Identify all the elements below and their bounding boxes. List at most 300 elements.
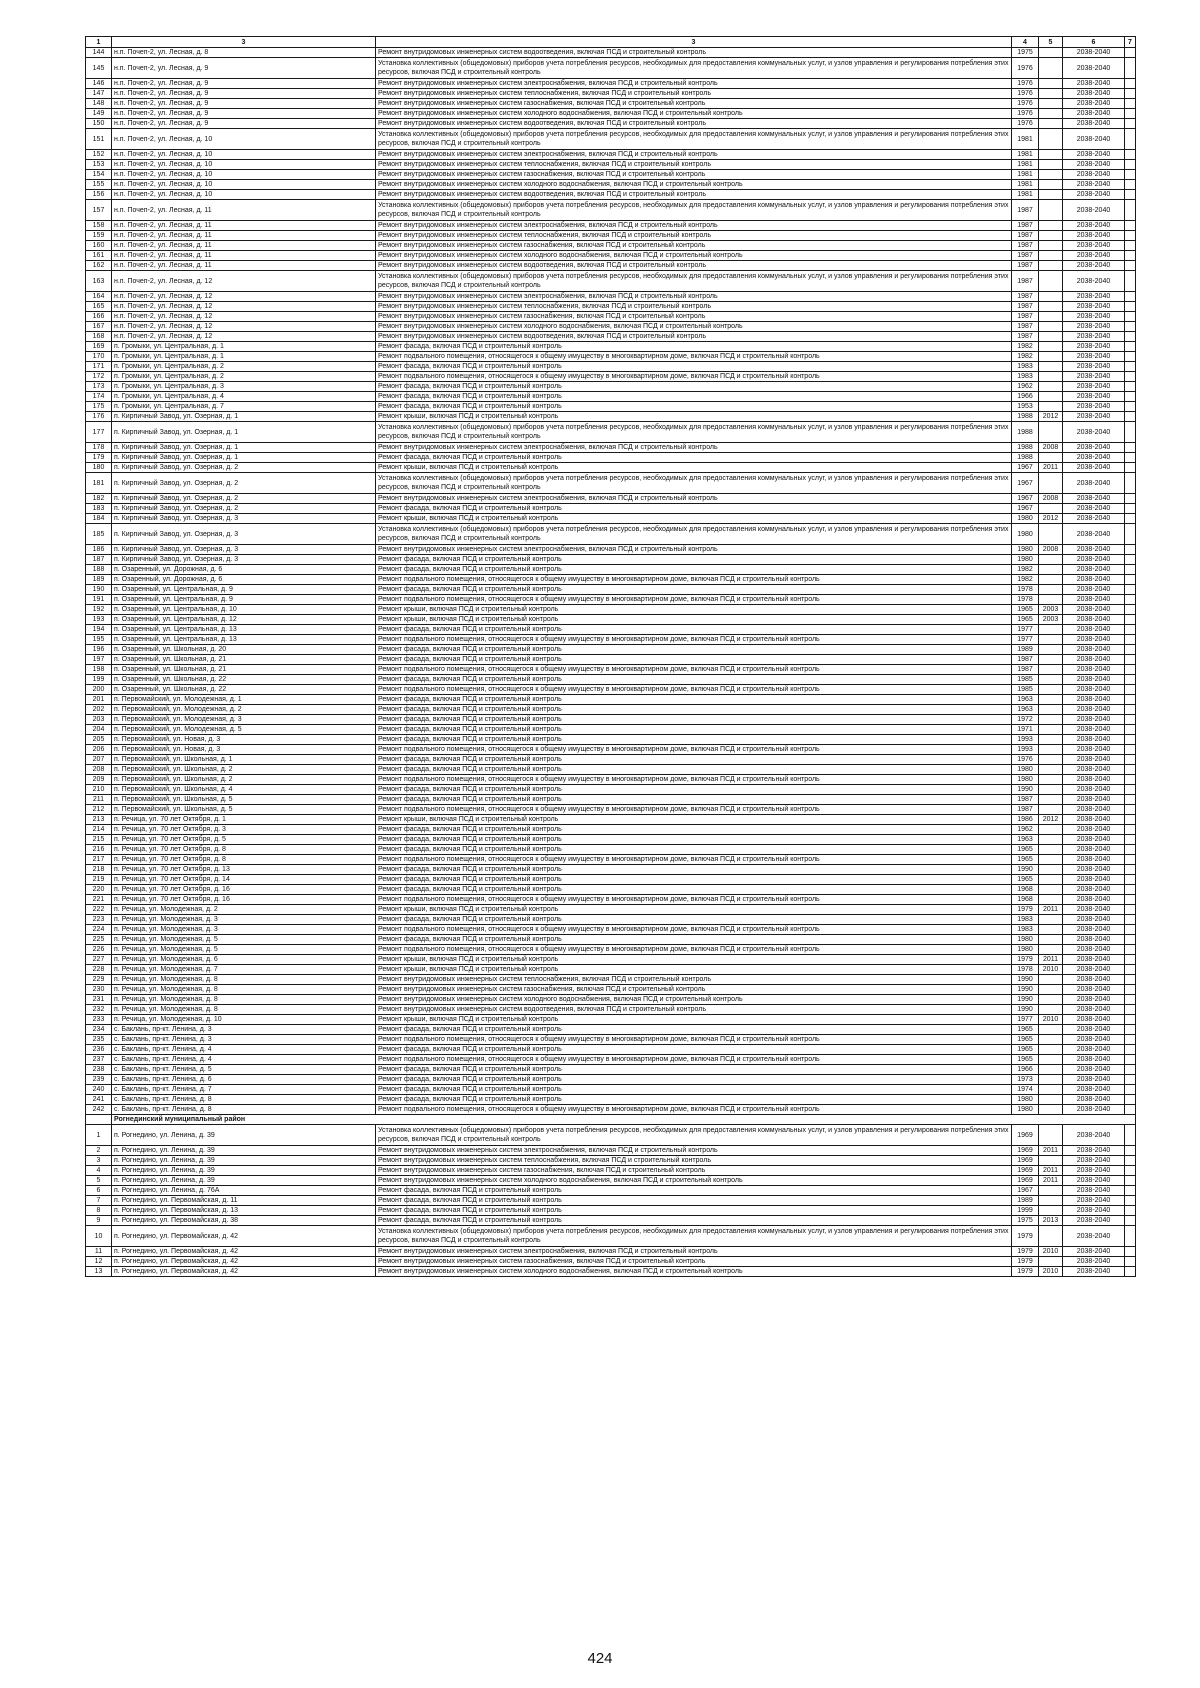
planned-period-cell: 2038-2040 (1063, 1015, 1125, 1025)
column-7-cell (1125, 271, 1136, 292)
last-repair-year-cell (1039, 1035, 1063, 1045)
table-row (86, 180, 1136, 190)
address-cell: п. Кирпичный Завод, ул. Озерная, д. 2 (112, 504, 376, 514)
district-heading-row (86, 1115, 1136, 1125)
commissioning-year-cell: 1969 (1012, 1146, 1039, 1156)
last-repair-year-cell (1039, 635, 1063, 645)
column-7-cell (1125, 261, 1136, 271)
table-row (86, 261, 1136, 271)
column-7-cell (1125, 1055, 1136, 1065)
work-type-cell: Ремонт подвального помещения, относящегося к общему имуществу в многоквартирном доме, включая ПСД и строительный контроль (376, 372, 1012, 382)
column-7-cell (1125, 1075, 1136, 1085)
row-number-cell: 233 (86, 1015, 112, 1025)
row-number-cell: 168 (86, 332, 112, 342)
planned-period-cell: 2038-2040 (1063, 504, 1125, 514)
work-type-cell: Ремонт внутридомовых инженерных систем водоотведения, включая ПСД и строительный контроль (376, 261, 1012, 271)
last-repair-year-cell (1039, 835, 1063, 845)
column-7-cell (1125, 795, 1136, 805)
work-type-cell: Ремонт фасада, включая ПСД и строительный контроль (376, 845, 1012, 855)
address-cell: п. Озаренный, ул. Школьная, д. 21 (112, 655, 376, 665)
table-row (86, 615, 1136, 625)
table-row (86, 1005, 1136, 1015)
commissioning-year-cell: 1976 (1012, 109, 1039, 119)
row-number-cell: 184 (86, 514, 112, 524)
column-7-cell (1125, 119, 1136, 129)
column-7-cell (1125, 985, 1136, 995)
last-repair-year-cell (1039, 555, 1063, 565)
table-row (86, 160, 1136, 170)
planned-period-cell: 2038-2040 (1063, 1105, 1125, 1115)
work-type-cell: Ремонт внутридомовых инженерных систем газоснабжения, включая ПСД и строительный контроль (376, 1166, 1012, 1176)
address-cell: п. Рогнедино, ул. Первомайская, д. 42 (112, 1226, 376, 1247)
last-repair-year-cell: 2010 (1039, 965, 1063, 975)
column-header-cell: 5 (1039, 37, 1063, 48)
row-number-cell: 220 (86, 885, 112, 895)
column-7-cell (1125, 735, 1136, 745)
last-repair-year-cell (1039, 524, 1063, 545)
last-repair-year-cell (1039, 565, 1063, 575)
address-cell: п. Первомайский, ул. Школьная, д. 4 (112, 785, 376, 795)
table-row (86, 835, 1136, 845)
address-cell: н.п. Почеп-2, ул. Лесная, д. 12 (112, 292, 376, 302)
planned-period-cell: 2038-2040 (1063, 1025, 1125, 1035)
table-row (86, 292, 1136, 302)
work-type-cell: Ремонт фасада, включая ПСД и строительный контроль (376, 1196, 1012, 1206)
address-cell: с. Баклань, пр-кт. Ленина, д. 6 (112, 1075, 376, 1085)
column-7-cell (1125, 975, 1136, 985)
address-cell: п. Первомайский, ул. Школьная, д. 1 (112, 755, 376, 765)
last-repair-year-cell: 2003 (1039, 615, 1063, 625)
work-type-cell: Ремонт фасада, включая ПСД и строительный контроль (376, 1186, 1012, 1196)
commissioning-year-cell: 1978 (1012, 595, 1039, 605)
work-type-cell: Ремонт фасада, включая ПСД и строительный контроль (376, 1095, 1012, 1105)
address-cell: с. Баклань, пр-кт. Ленина, д. 8 (112, 1105, 376, 1115)
table-row (86, 150, 1136, 160)
address-cell: п. Первомайский, ул. Молодежная, д. 3 (112, 715, 376, 725)
address-cell: п. Речица, ул. Молодежная, д. 8 (112, 1005, 376, 1015)
last-repair-year-cell (1039, 645, 1063, 655)
row-number-cell: 175 (86, 402, 112, 412)
column-7-cell (1125, 945, 1136, 955)
last-repair-year-cell (1039, 322, 1063, 332)
work-type-cell: Ремонт подвального помещения, относящегося к общему имуществу в многоквартирном доме, включая ПСД и строительный контроль (376, 665, 1012, 675)
row-number-cell: 228 (86, 965, 112, 975)
last-repair-year-cell (1039, 665, 1063, 675)
commissioning-year-cell: 1988 (1012, 453, 1039, 463)
address-cell: н.п. Почеп-2, ул. Лесная, д. 11 (112, 251, 376, 261)
commissioning-year-cell: 1987 (1012, 322, 1039, 332)
table-row (86, 79, 1136, 89)
last-repair-year-cell (1039, 915, 1063, 925)
commissioning-year-cell: 1983 (1012, 372, 1039, 382)
column-7-cell (1125, 555, 1136, 565)
table-row (86, 392, 1136, 402)
last-repair-year-cell (1039, 685, 1063, 695)
last-repair-year-cell (1039, 765, 1063, 775)
planned-period-cell: 2038-2040 (1063, 322, 1125, 332)
commissioning-year-cell: 1965 (1012, 855, 1039, 865)
table-row (86, 545, 1136, 555)
planned-period-cell: 2038-2040 (1063, 775, 1125, 785)
column-7-cell (1125, 965, 1136, 975)
work-type-cell: Установка коллективных (общедомовых) приборов учета потребления ресурсов, необходимых для предоставления коммунальных услуг, и узлов управления и регулирования потребления этих ресурсов, включая ПСД и строительный контроль (376, 1125, 1012, 1146)
work-type-cell: Ремонт внутридомовых инженерных систем электроснабжения, включая ПСД и строительный контроль (376, 292, 1012, 302)
work-type-cell: Ремонт фасада, включая ПСД и строительный контроль (376, 875, 1012, 885)
work-type-cell: Ремонт фасада, включая ПСД и строительный контроль (376, 1065, 1012, 1075)
work-type-cell: Ремонт внутридомовых инженерных систем холодного водоснабжения, включая ПСД и строительный контроль (376, 1176, 1012, 1186)
commissioning-year-cell: 1987 (1012, 655, 1039, 665)
table-row (86, 58, 1136, 79)
planned-period-cell: 2038-2040 (1063, 815, 1125, 825)
row-number-cell: 12 (86, 1257, 112, 1267)
planned-period-cell: 2038-2040 (1063, 1176, 1125, 1186)
address-cell: н.п. Почеп-2, ул. Лесная, д. 12 (112, 332, 376, 342)
address-cell: п. Озаренный, ул. Школьная, д. 22 (112, 675, 376, 685)
last-repair-year-cell (1039, 1005, 1063, 1015)
column-7-cell (1125, 1247, 1136, 1257)
work-type-cell: Ремонт фасада, включая ПСД и строительный контроль (376, 362, 1012, 372)
column-7-cell (1125, 422, 1136, 443)
commissioning-year-cell: 1980 (1012, 555, 1039, 565)
last-repair-year-cell (1039, 200, 1063, 221)
table-row (86, 514, 1136, 524)
table-row (86, 48, 1136, 58)
last-repair-year-cell (1039, 1085, 1063, 1095)
last-repair-year-cell: 2011 (1039, 1146, 1063, 1156)
address-cell: н.п. Почеп-2, ул. Лесная, д. 10 (112, 170, 376, 180)
planned-period-cell: 2038-2040 (1063, 885, 1125, 895)
planned-period-cell: 2038-2040 (1063, 1075, 1125, 1085)
commissioning-year-cell: 1977 (1012, 625, 1039, 635)
planned-period-cell: 2038-2040 (1063, 422, 1125, 443)
address-cell: с. Баклань, пр-кт. Ленина, д. 7 (112, 1085, 376, 1095)
planned-period-cell: 2038-2040 (1063, 1095, 1125, 1105)
row-number-cell: 235 (86, 1035, 112, 1045)
row-number-cell: 193 (86, 615, 112, 625)
planned-period-cell: 2038-2040 (1063, 865, 1125, 875)
address-cell: с. Баклань, пр-кт. Ленина, д. 4 (112, 1045, 376, 1055)
row-number-cell: 160 (86, 241, 112, 251)
commissioning-year-cell: 1987 (1012, 200, 1039, 221)
table-row (86, 1176, 1136, 1186)
row-number-cell: 144 (86, 48, 112, 58)
table-row (86, 1065, 1136, 1075)
row-number-cell: 196 (86, 645, 112, 655)
commissioning-year-cell: 1976 (1012, 99, 1039, 109)
work-type-cell: Ремонт внутридомовых инженерных систем электроснабжения, включая ПСД и строительный контроль (376, 150, 1012, 160)
last-repair-year-cell (1039, 975, 1063, 985)
work-type-cell: Ремонт подвального помещения, относящегося к общему имуществу в многоквартирном доме, включая ПСД и строительный контроль (376, 685, 1012, 695)
planned-period-cell: 2038-2040 (1063, 473, 1125, 494)
last-repair-year-cell: 2013 (1039, 1216, 1063, 1226)
work-type-cell: Ремонт крыши, включая ПСД и строительный контроль (376, 965, 1012, 975)
last-repair-year-cell (1039, 292, 1063, 302)
table-row (86, 1075, 1136, 1085)
last-repair-year-cell (1039, 1186, 1063, 1196)
column-7-cell (1125, 99, 1136, 109)
planned-period-cell: 2038-2040 (1063, 453, 1125, 463)
work-type-cell: Ремонт внутридомовых инженерных систем водоотведения, включая ПСД и строительный контроль (376, 48, 1012, 58)
row-number-cell: 170 (86, 352, 112, 362)
commissioning-year-cell: 1987 (1012, 261, 1039, 271)
address-cell: п. Кирпичный Завод, ул. Озерная, д. 3 (112, 555, 376, 565)
row-number-cell: 227 (86, 955, 112, 965)
last-repair-year-cell (1039, 995, 1063, 1005)
column-7-cell (1125, 915, 1136, 925)
column-7-cell (1125, 1226, 1136, 1247)
planned-period-cell: 2038-2040 (1063, 965, 1125, 975)
work-type-cell: Ремонт фасада, включая ПСД и строительный контроль (376, 453, 1012, 463)
row-number-cell: 229 (86, 975, 112, 985)
address-cell: п. Озаренный, ул. Центральная, д. 12 (112, 615, 376, 625)
column-7-cell (1125, 875, 1136, 885)
last-repair-year-cell (1039, 895, 1063, 905)
column-7-cell (1125, 231, 1136, 241)
commissioning-year-cell: 1990 (1012, 785, 1039, 795)
column-7-cell (1125, 302, 1136, 312)
table-row (86, 725, 1136, 735)
district-heading: Рогнединский муниципальный район (112, 1115, 1136, 1125)
table-row (86, 1125, 1136, 1146)
address-cell: п. Озаренный, ул. Центральная, д. 9 (112, 595, 376, 605)
commissioning-year-cell: 1987 (1012, 665, 1039, 675)
row-number-cell: 204 (86, 725, 112, 735)
last-repair-year-cell (1039, 745, 1063, 755)
address-cell: н.п. Почеп-2, ул. Лесная, д. 8 (112, 48, 376, 58)
commissioning-year-cell: 1967 (1012, 473, 1039, 494)
planned-period-cell: 2038-2040 (1063, 180, 1125, 190)
address-cell: п. Первомайский, ул. Школьная, д. 5 (112, 805, 376, 815)
address-cell: п. Озаренный, ул. Центральная, д. 10 (112, 605, 376, 615)
work-type-cell: Ремонт фасада, включая ПСД и строительный контроль (376, 342, 1012, 352)
planned-period-cell: 2038-2040 (1063, 605, 1125, 615)
column-7-cell (1125, 685, 1136, 695)
address-cell: п. Громыки, ул. Центральная, д. 4 (112, 392, 376, 402)
row-number-cell: 209 (86, 775, 112, 785)
row-number-cell: 218 (86, 865, 112, 875)
table-row (86, 362, 1136, 372)
table-row (86, 221, 1136, 231)
commissioning-year-cell: 1965 (1012, 1055, 1039, 1065)
table-row (86, 129, 1136, 150)
column-7-cell (1125, 514, 1136, 524)
planned-period-cell: 2038-2040 (1063, 1226, 1125, 1247)
address-cell: п. Рогнедино, ул. Ленина, д. 39 (112, 1176, 376, 1186)
column-7-cell (1125, 615, 1136, 625)
planned-period-cell: 2038-2040 (1063, 1065, 1125, 1075)
last-repair-year-cell (1039, 473, 1063, 494)
column-7-cell (1125, 1045, 1136, 1055)
planned-period-cell: 2038-2040 (1063, 170, 1125, 180)
last-repair-year-cell (1039, 251, 1063, 261)
column-7-cell (1125, 565, 1136, 575)
row-number-cell: 161 (86, 251, 112, 261)
commissioning-year-cell: 1975 (1012, 1216, 1039, 1226)
address-cell: п. Речица, ул. 70 лет Октября, д. 13 (112, 865, 376, 875)
column-7-cell (1125, 524, 1136, 545)
last-repair-year-cell (1039, 845, 1063, 855)
address-cell: п. Кирпичный Завод, ул. Озерная, д. 3 (112, 545, 376, 555)
column-7-cell (1125, 675, 1136, 685)
commissioning-year-cell: 1988 (1012, 443, 1039, 453)
column-7-cell (1125, 160, 1136, 170)
commissioning-year-cell: 1987 (1012, 302, 1039, 312)
last-repair-year-cell (1039, 119, 1063, 129)
address-cell: с. Баклань, пр-кт. Ленина, д. 8 (112, 1095, 376, 1105)
column-7-cell (1125, 835, 1136, 845)
commissioning-year-cell: 1980 (1012, 545, 1039, 555)
planned-period-cell: 2038-2040 (1063, 1216, 1125, 1226)
work-type-cell: Ремонт внутридомовых инженерных систем теплоснабжения, включая ПСД и строительный контроль (376, 975, 1012, 985)
planned-period-cell: 2038-2040 (1063, 382, 1125, 392)
work-type-cell: Ремонт фасада, включая ПСД и строительный контроль (376, 865, 1012, 875)
table-row (86, 795, 1136, 805)
last-repair-year-cell (1039, 129, 1063, 150)
planned-period-cell: 2038-2040 (1063, 945, 1125, 955)
commissioning-year-cell: 1976 (1012, 79, 1039, 89)
commissioning-year-cell: 1988 (1012, 422, 1039, 443)
column-7-cell (1125, 1125, 1136, 1146)
column-7-cell (1125, 645, 1136, 655)
work-type-cell: Ремонт фасада, включая ПСД и строительный контроль (376, 825, 1012, 835)
commissioning-year-cell: 1975 (1012, 48, 1039, 58)
planned-period-cell: 2038-2040 (1063, 1125, 1125, 1146)
column-7-cell (1125, 665, 1136, 675)
planned-period-cell: 2038-2040 (1063, 402, 1125, 412)
planned-period-cell: 2038-2040 (1063, 1186, 1125, 1196)
row-number-cell: 174 (86, 392, 112, 402)
table-row (86, 715, 1136, 725)
work-type-cell: Ремонт подвального помещения, относящегося к общему имуществу в многоквартирном доме, включая ПСД и строительный контроль (376, 925, 1012, 935)
last-repair-year-cell (1039, 625, 1063, 635)
table-row (86, 775, 1136, 785)
column-7-cell (1125, 494, 1136, 504)
planned-period-cell: 2038-2040 (1063, 595, 1125, 605)
commissioning-year-cell: 1980 (1012, 935, 1039, 945)
row-number-cell: 213 (86, 815, 112, 825)
table-row (86, 735, 1136, 745)
table-row (86, 855, 1136, 865)
last-repair-year-cell (1039, 58, 1063, 79)
column-7-cell (1125, 392, 1136, 402)
row-number-cell: 157 (86, 200, 112, 221)
planned-period-cell: 2038-2040 (1063, 855, 1125, 865)
column-7-cell (1125, 1085, 1136, 1095)
last-repair-year-cell (1039, 89, 1063, 99)
commissioning-year-cell: 1999 (1012, 1206, 1039, 1216)
table-row (86, 1015, 1136, 1025)
last-repair-year-cell (1039, 261, 1063, 271)
column-7-cell (1125, 655, 1136, 665)
last-repair-year-cell (1039, 655, 1063, 665)
work-type-cell: Ремонт внутридомовых инженерных систем холодного водоснабжения, включая ПСД и строительный контроль (376, 995, 1012, 1005)
last-repair-year-cell (1039, 392, 1063, 402)
table-row (86, 965, 1136, 975)
planned-period-cell: 2038-2040 (1063, 635, 1125, 645)
work-type-cell: Ремонт подвального помещения, относящегося к общему имуществу в многоквартирном доме, включая ПСД и строительный контроль (376, 1105, 1012, 1115)
table-row (86, 595, 1136, 605)
row-number-cell: 240 (86, 1085, 112, 1095)
address-cell: н.п. Почеп-2, ул. Лесная, д. 9 (112, 109, 376, 119)
commissioning-year-cell: 1969 (1012, 1125, 1039, 1146)
column-7-cell (1125, 382, 1136, 392)
planned-period-cell: 2038-2040 (1063, 785, 1125, 795)
address-cell: п. Рогнедино, ул. Ленина, д. 39 (112, 1125, 376, 1146)
column-header-cell: 7 (1125, 37, 1136, 48)
commissioning-year-cell: 1980 (1012, 765, 1039, 775)
row-number-cell: 7 (86, 1196, 112, 1206)
last-repair-year-cell: 2012 (1039, 815, 1063, 825)
planned-period-cell: 2038-2040 (1063, 895, 1125, 905)
table-row (86, 322, 1136, 332)
row-number-cell: 153 (86, 160, 112, 170)
column-7-cell (1125, 1105, 1136, 1115)
row-number-cell: 1 (86, 1125, 112, 1146)
address-cell: н.п. Почеп-2, ул. Лесная, д. 11 (112, 241, 376, 251)
work-type-cell: Установка коллективных (общедомовых) приборов учета потребления ресурсов, необходимых для предоставления коммунальных услуг, и узлов управления и регулирования потребления этих ресурсов, включая ПСД и строительный контроль (376, 271, 1012, 292)
planned-period-cell: 2038-2040 (1063, 352, 1125, 362)
last-repair-year-cell (1039, 735, 1063, 745)
planned-period-cell: 2038-2040 (1063, 58, 1125, 79)
row-number-cell: 151 (86, 129, 112, 150)
last-repair-year-cell (1039, 1226, 1063, 1247)
column-7-cell (1125, 635, 1136, 645)
column-7-cell (1125, 725, 1136, 735)
work-type-cell: Ремонт фасада, включая ПСД и строительный контроль (376, 585, 1012, 595)
column-7-cell (1125, 815, 1136, 825)
work-type-cell: Ремонт внутридомовых инженерных систем газоснабжения, включая ПСД и строительный контроль (376, 99, 1012, 109)
table-row (86, 935, 1136, 945)
column-header-cell: 3 (112, 37, 376, 48)
table-row (86, 1045, 1136, 1055)
work-type-cell: Ремонт внутридомовых инженерных систем холодного водоснабжения, включая ПСД и строительный контроль (376, 1267, 1012, 1277)
column-7-cell (1125, 58, 1136, 79)
work-type-cell: Ремонт подвального помещения, относящегося к общему имуществу в многоквартирном доме, включая ПСД и строительный контроль (376, 775, 1012, 785)
address-cell: п. Речица, ул. Молодежная, д. 8 (112, 985, 376, 995)
last-repair-year-cell: 2011 (1039, 955, 1063, 965)
planned-period-cell: 2038-2040 (1063, 625, 1125, 635)
work-type-cell: Ремонт фасада, включая ПСД и строительный контроль (376, 382, 1012, 392)
last-repair-year-cell (1039, 865, 1063, 875)
row-number-cell: 242 (86, 1105, 112, 1115)
planned-period-cell: 2038-2040 (1063, 443, 1125, 453)
address-cell: п. Первомайский, ул. Новая, д. 3 (112, 735, 376, 745)
table-row (86, 251, 1136, 261)
table-row (86, 625, 1136, 635)
planned-period-cell: 2038-2040 (1063, 835, 1125, 845)
table-row (86, 765, 1136, 775)
last-repair-year-cell (1039, 695, 1063, 705)
commissioning-year-cell: 1978 (1012, 965, 1039, 975)
work-type-cell: Ремонт крыши, включая ПСД и строительный контроль (376, 955, 1012, 965)
address-cell: п. Кирпичный Завод, ул. Озерная, д. 3 (112, 514, 376, 524)
address-cell: п. Озаренный, ул. Дорожная, д. 6 (112, 565, 376, 575)
work-type-cell: Установка коллективных (общедомовых) приборов учета потребления ресурсов, необходимых для предоставления коммунальных услуг, и узлов управления и регулирования потребления этих ресурсов, включая ПСД и строительный контроль (376, 473, 1012, 494)
table-row (86, 271, 1136, 292)
last-repair-year-cell (1039, 575, 1063, 585)
address-cell: н.п. Почеп-2, ул. Лесная, д. 12 (112, 312, 376, 322)
table-row (86, 755, 1136, 765)
work-type-cell: Ремонт подвального помещения, относящегося к общему имуществу в многоквартирном доме, включая ПСД и строительный контроль (376, 855, 1012, 865)
commissioning-year-cell: 1979 (1012, 1226, 1039, 1247)
commissioning-year-cell: 1965 (1012, 1035, 1039, 1045)
address-cell: п. Рогнедино, ул. Первомайская, д. 11 (112, 1196, 376, 1206)
work-type-cell: Ремонт внутридомовых инженерных систем теплоснабжения, включая ПСД и строительный контроль (376, 302, 1012, 312)
last-repair-year-cell (1039, 705, 1063, 715)
address-cell: п. Рогнедино, ул. Первомайская, д. 42 (112, 1247, 376, 1257)
table-row (86, 865, 1136, 875)
last-repair-year-cell (1039, 595, 1063, 605)
